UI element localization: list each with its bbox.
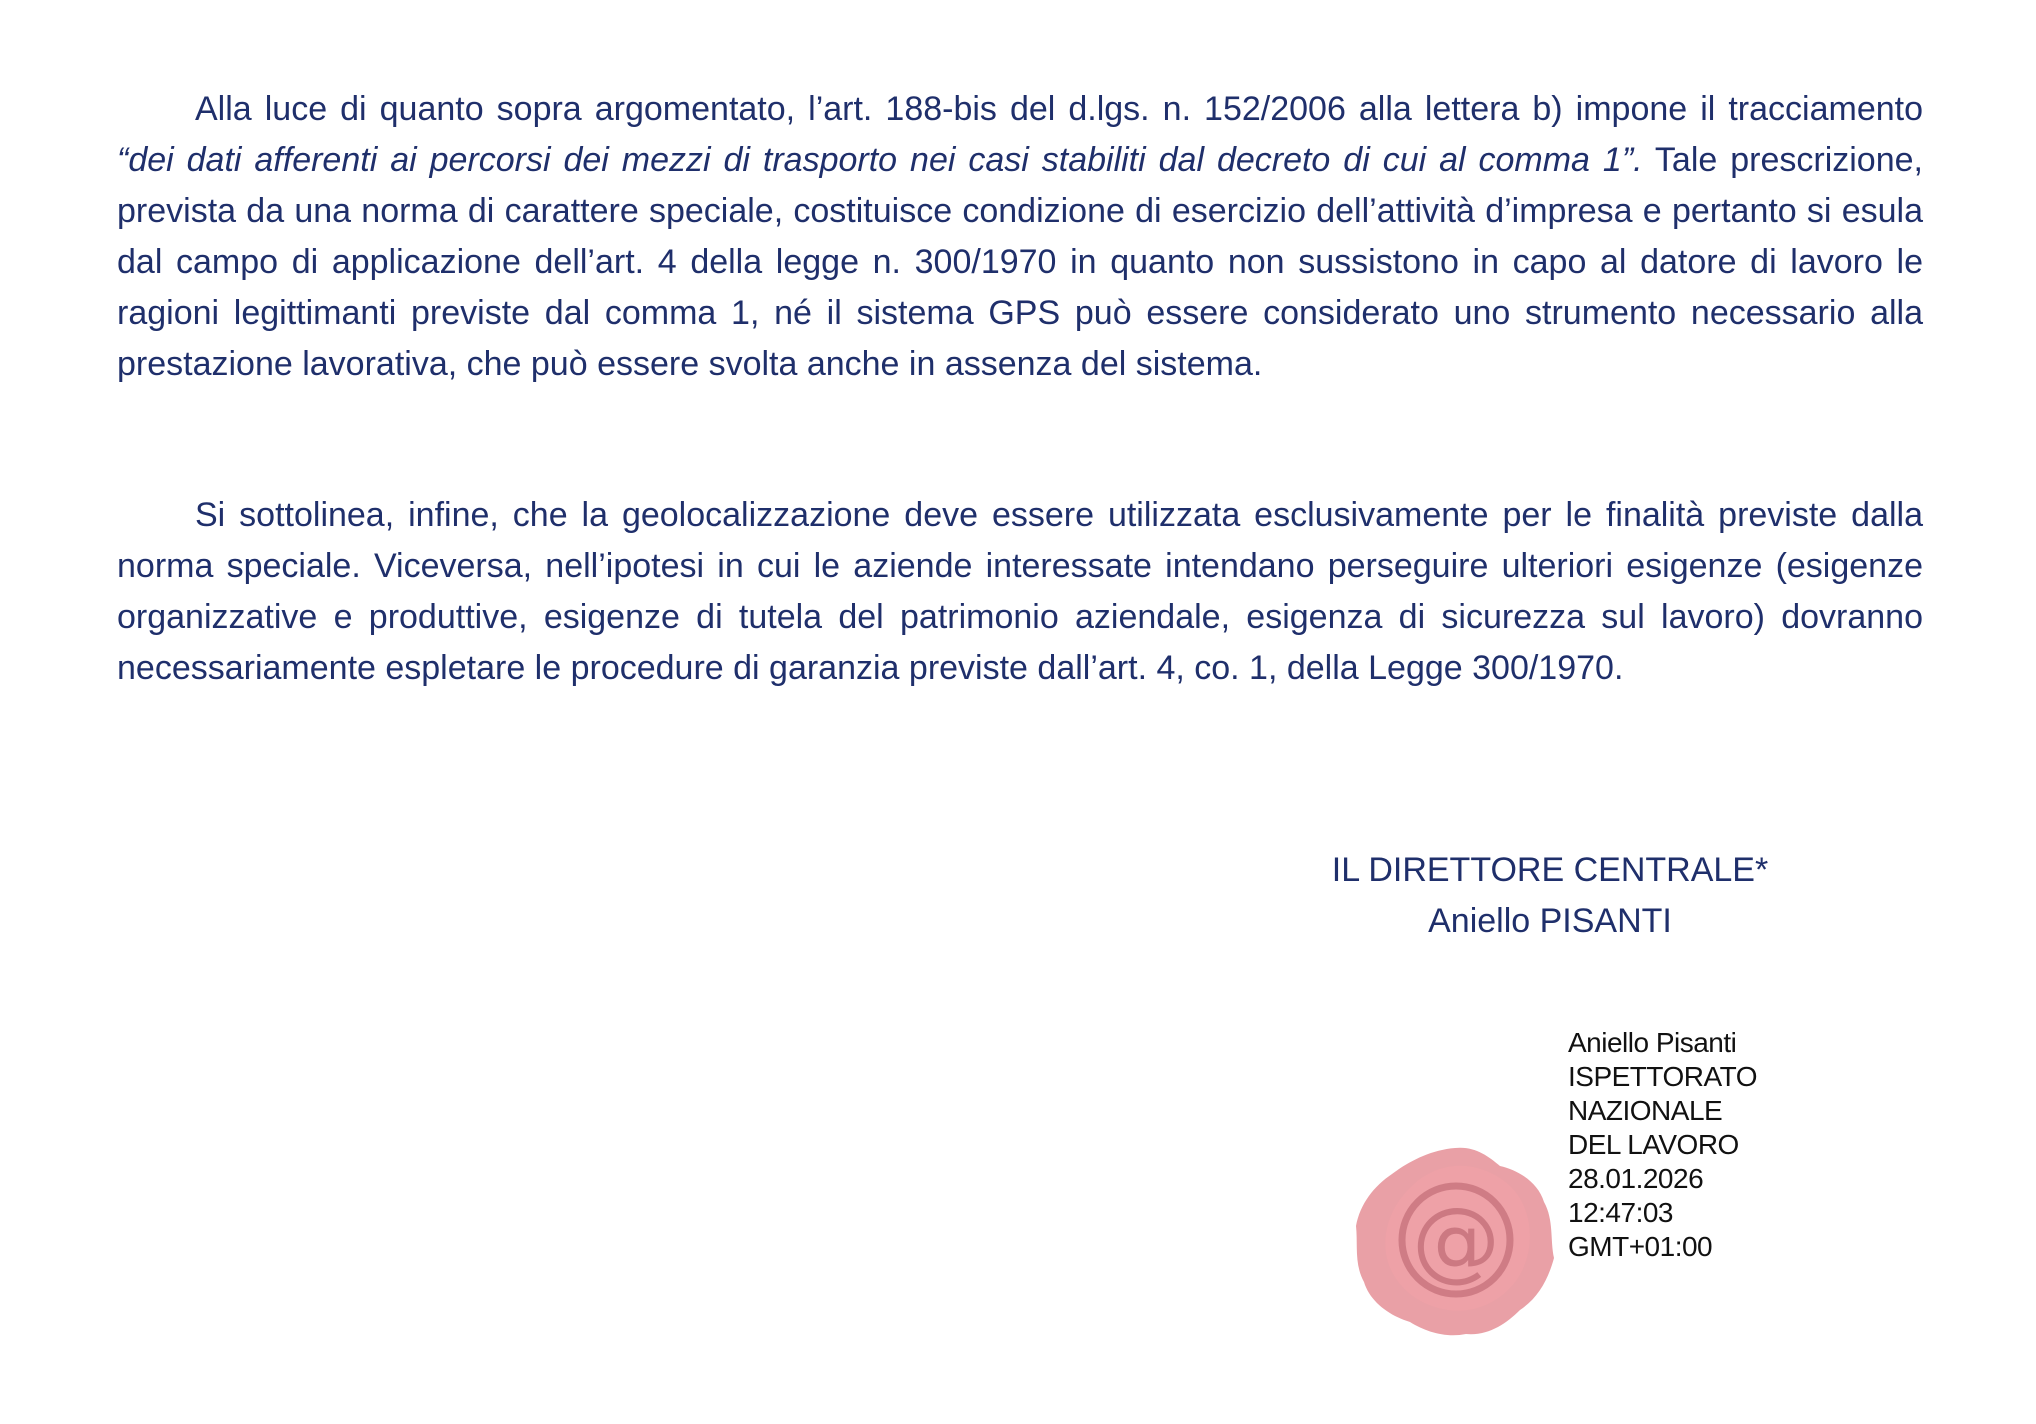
svg-text:@: @ xyxy=(1412,1188,1500,1291)
signature-line-org-3: DEL LAVORO xyxy=(1568,1129,1739,1160)
signature-line-time: 12:47:03 xyxy=(1568,1197,1673,1228)
signature-line-date: 28.01.2026 xyxy=(1568,1163,1704,1194)
paragraph-1-quote: “dei dati afferenti ai percorsi dei mezzi di trasporto nei casi stabiliti dal decreto di cui al comma 1”. xyxy=(117,141,1643,179)
signature-line-name: Aniello Pisanti xyxy=(1568,1027,1737,1058)
signatory-name: Aniello PISANTI xyxy=(1428,902,1672,940)
digital-seal-at-icon xyxy=(1350,1140,1560,1340)
paragraph-1-part-2: Tale prescrizione, prevista da una norma di carattere speciale, costituisce condizione di esercizio dell’attività d’impresa e pertanto si esula dal campo di applicazione dell’art. 4 della legge n. 300/1970 in quanto non sussistono in capo al datore di lavoro le ragioni legittimanti previste dal comma 1, né il sistema GPS può essere considerato uno strumento necessario alla prestazione lavorativa, che può essere svolta anche in assenza del sistema. xyxy=(117,141,1923,383)
signature-line-timezone: GMT+01:00 xyxy=(1568,1231,1713,1262)
paragraph-2 xyxy=(117,490,1923,694)
digital-signature-data xyxy=(1568,1026,1757,1264)
paragraph-1-part-1: Alla luce di quanto sopra argomentato, l’art. 188-bis del d.lgs. n. 152/2006 alla lettera b) impone il tracciamento xyxy=(195,90,1923,128)
paragraph-1 xyxy=(117,84,1923,390)
paragraph-2-text: Si sottolinea, infine, che la geolocalizzazione deve essere utilizzata esclusivamente per le finalità previste dalla norma speciale. Viceversa, nell’ipotesi in cui le aziende interessate intendano perseguire ulteriori esigenze (esigenze organizzative e produttive, esigenze di tutela del patrimonio aziendale, esigenza di sicurezza sul lavoro) dovranno necessariamente espletare le procedure di garanzia previste dall’art. 4, co. 1, della Legge 300/1970. xyxy=(117,496,1923,687)
signature-line-org-2: NAZIONALE xyxy=(1568,1095,1723,1126)
signature-line-org-1: ISPETTORATO xyxy=(1568,1061,1757,1092)
signature-block xyxy=(1200,845,1900,947)
signatory-title: IL DIRETTORE CENTRALE* xyxy=(1331,851,1769,889)
paragraph-1-text xyxy=(117,84,1923,390)
